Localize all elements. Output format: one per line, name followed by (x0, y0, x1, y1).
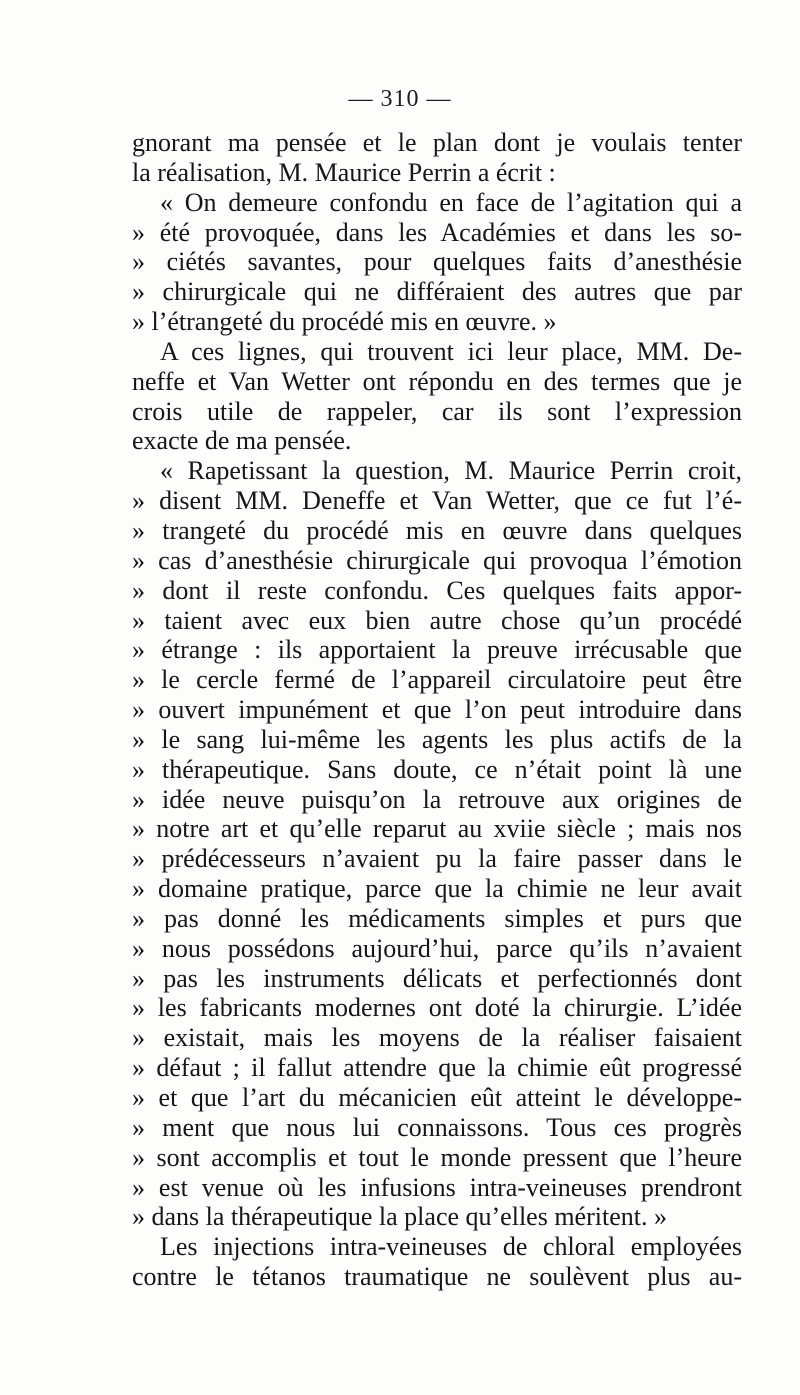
text-line: » trangeté du procédé mis en œuvre dans quelques (132, 515, 742, 545)
text-line: » pas donné les médicaments simples et purs que (132, 903, 742, 933)
text-line: exacte de ma pensée. (132, 426, 352, 456)
body-text (132, 128, 742, 1292)
text-line: gnorant ma pensée et le plan dont je voulais tenter (132, 128, 742, 157)
text-line: » dont il reste confondu. Ces quelques faits appor- (132, 575, 742, 605)
text-line: » étrange : ils apportaient la preuve irrécusable que (132, 635, 742, 665)
text-line: la réalisation, M. Maurice Perrin a écrit : (132, 157, 556, 187)
text-line: » cas d’anesthésie chirurgicale qui provoqua l’émotion (132, 545, 742, 575)
text-line: » est venue où les infusions intra-veineuses prendront (132, 1172, 742, 1202)
text-line: crois utile de rappeler, car ils sont l’expression (132, 396, 742, 426)
text-line: » disent MM. Deneffe et Van Wetter, que ce fut l’é- (132, 486, 742, 516)
text-line: » thérapeutique. Sans doute, ce n’était point là une (132, 754, 742, 784)
text-line: » existait, mais les moyens de la réaliser faisaient (132, 1023, 742, 1053)
text-line: contre le tétanos traumatique ne soulèvent plus au- (132, 1262, 742, 1292)
text-line: » ment que nous lui connaissons. Tous ces progrès (132, 1112, 742, 1142)
text-line: » été provoquée, dans les Académies et dans les so- (132, 217, 742, 247)
text-line: » pas les instruments délicats et perfectionnés dont (132, 963, 742, 993)
text-line: A ces lignes, qui trouvent ici leur place, MM. De- (160, 336, 742, 366)
text-line: » notre art et qu’elle reparut au xviie siècle ; mais nos (132, 814, 742, 844)
text-line: » domaine pratique, parce que la chimie ne leur avait (132, 874, 742, 904)
text-line: » les fabricants modernes ont doté la chirurgie. L’idée (132, 993, 742, 1023)
text-line: » nous possédons aujourd’hui, parce qu’ils n’avaient (132, 933, 742, 963)
text-line: « On demeure confondu en face de l’agitation qui a (160, 187, 742, 217)
text-line: » prédécesseurs n’avaient pu la faire passer dans le (132, 844, 742, 874)
text-line: » le sang lui-même les agents les plus actifs de la (132, 724, 742, 754)
text-line: » ouvert impunément et que l’on peut introduire dans (132, 695, 742, 725)
page-number: — 310 — (348, 86, 452, 112)
text-line: » taient avec eux bien autre chose qu’un procédé (132, 605, 742, 635)
text-line: « Rapetissant la question, M. Maurice Perrin croit, (160, 456, 742, 486)
text-line: neffe et Van Wetter ont répondu en des termes que je (132, 366, 742, 396)
text-line: » idée neuve puisqu’on la retrouve aux origines de (132, 784, 742, 814)
text-line: » l’étrangeté du procédé mis en œuvre. » (132, 307, 557, 337)
text-line: » et que l’art du mécanicien eût atteint le développe- (132, 1083, 742, 1112)
text-line: » dans la thérapeutique la place qu’elles méritent. » (132, 1202, 667, 1232)
text-line: » le cercle fermé de l’appareil circulatoire peut être (132, 665, 742, 695)
text-line: » sont accomplis et tout le monde pressent que l’heure (132, 1142, 742, 1172)
text-line: » chirurgicale qui ne différaient des autres que par (132, 277, 742, 307)
text-line: » ciétés savantes, pour quelques faits d’anesthésie (132, 247, 742, 277)
text-line: » défaut ; il fallut attendre que la chimie eût progressé (132, 1053, 742, 1083)
text-line: Les injections intra-veineuses de chloral employées (160, 1232, 742, 1262)
